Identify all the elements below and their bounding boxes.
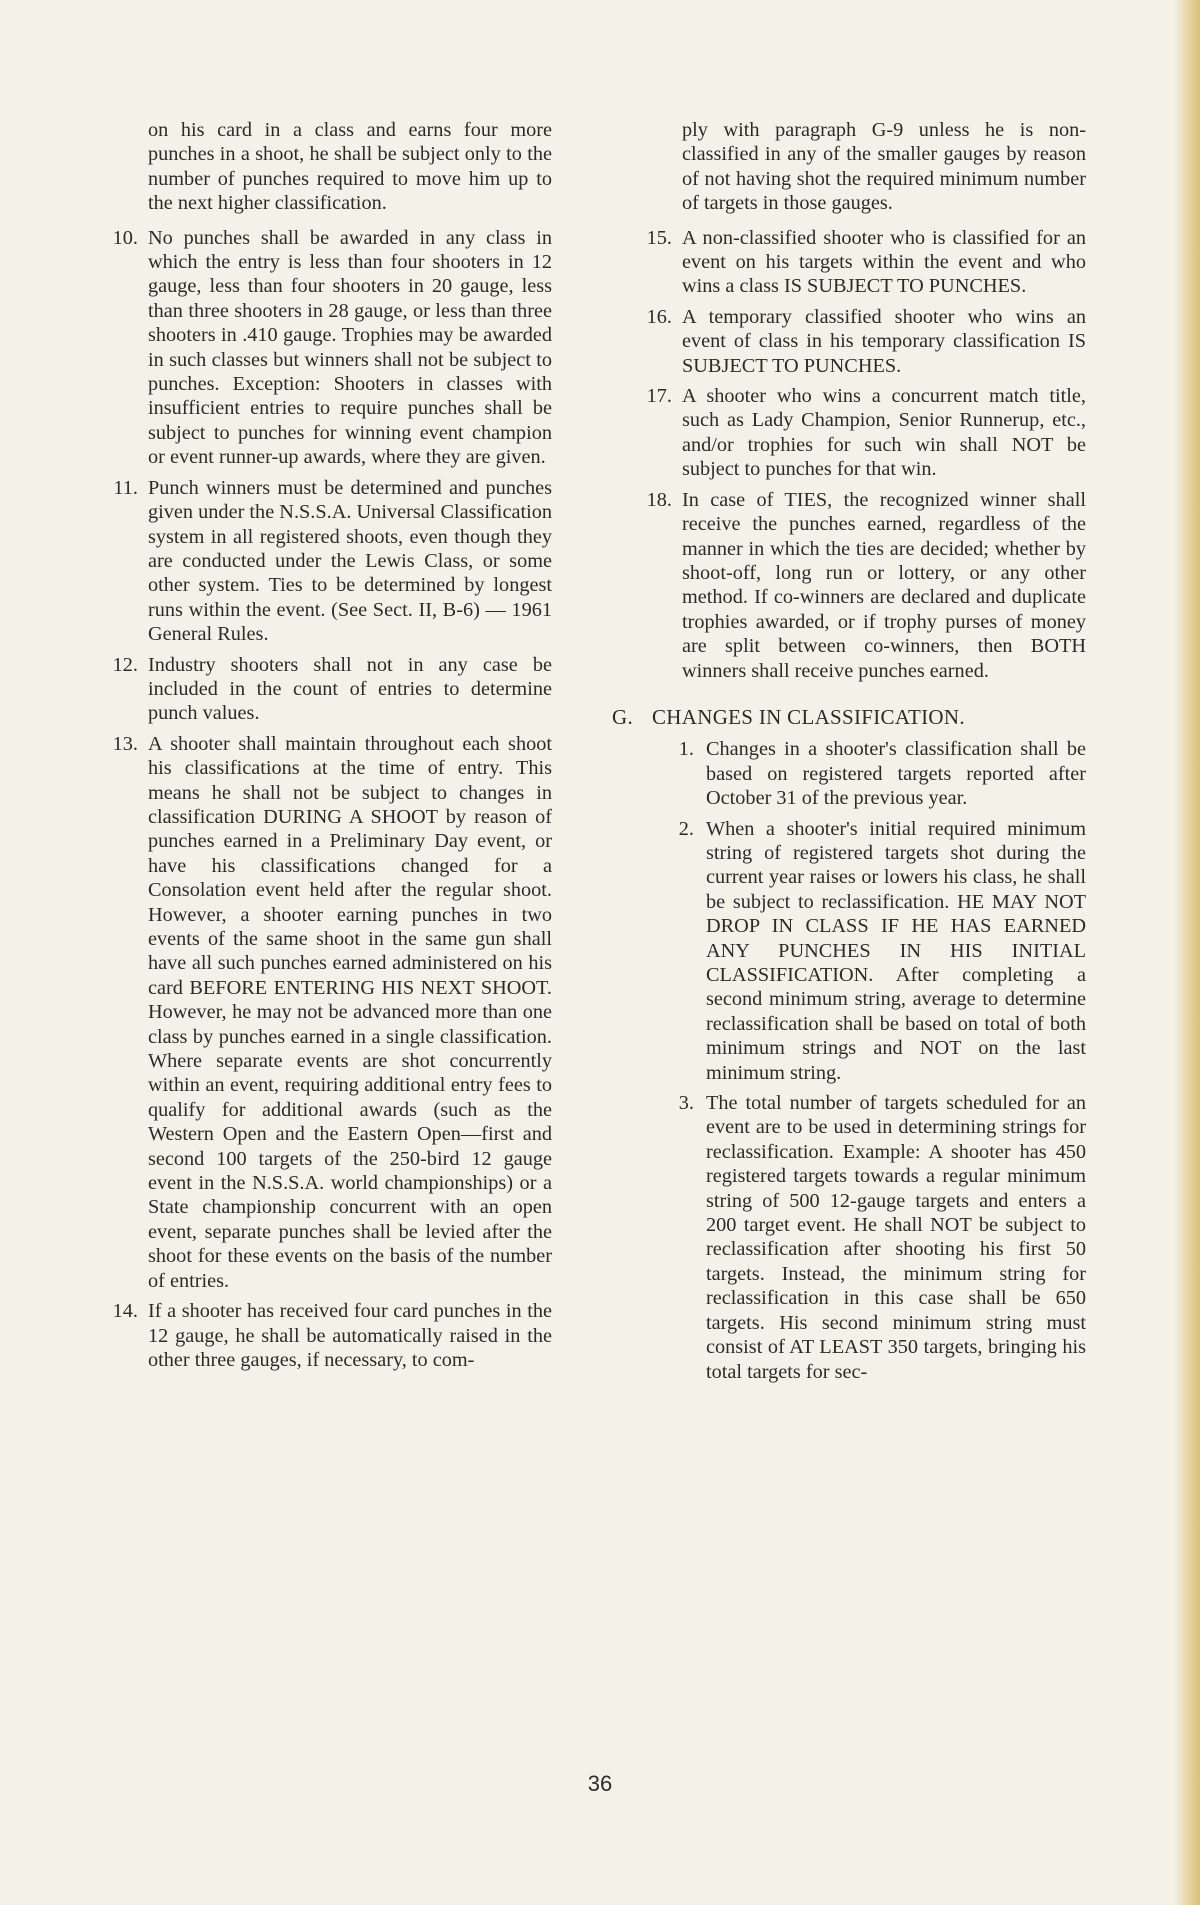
section-item (626, 737, 1086, 810)
rule-item (626, 226, 1086, 299)
rule-text: In case of TIES, the recognized winner shall receive the punches earned, regardless of the manner in which the ties are decided; whether by shoot-off, long run or lottery, or any other method. If co-winners are declared and duplicate trophies awarded, or if trophy purses of money are split between co-winners, then BOTH winners shall receive punches earned. (682, 488, 1086, 682)
rule-number: 16. (646, 305, 672, 328)
rule-number: 11. (113, 476, 138, 499)
section-item-number: 3. (678, 1092, 694, 1115)
rule-number: 17. (646, 385, 672, 408)
page-edge (1174, 0, 1200, 1905)
right-column (612, 118, 1086, 1390)
rule-text: A temporary classified shooter who wins an event of class in his temporary classification IS SUBJECT TO PUNCHES. (682, 305, 1086, 377)
section-item-number: 1. (678, 738, 694, 761)
section-item-text: Changes in a shooter's classification shall be based on registered targets reported after October 31 of the previous year. (706, 738, 1086, 810)
rule-item (92, 732, 552, 1293)
rule-item (626, 488, 1086, 683)
rule-text: If a shooter has received four card punches in the 12 gauge, he shall be automatically raised in the other three gauges, if necessary, to com- (148, 1300, 552, 1371)
rule-text: No punches shall be awarded in any class in which the entry is less than four shooters in 12 gauge, less than four shooters in 20 gauge, less than three shooters in 28 gauge, or less than three shooters in .410 gauge. Trophies may be awarded in such classes but winners shall not be subject to punches. Exception: Shooters in classes with insufficient entries to require punches shall be subject to punches for winning event champion or event runner-up awards, where they are given. (148, 226, 552, 469)
section-heading (612, 705, 1086, 729)
left-column (92, 118, 552, 1378)
rule-text: A shooter shall maintain throughout each shoot his classifications at the time of entry. This means he shall not be subject to changes in classification DURING A SHOOT by reason of punches earned in a Preliminary Day event, or have his classifications changed for a Consolation event held after the regular shoot. However, a shooter earning punches in two events of the same shoot in the same gun shall have all such punches earned administered on his card BEFORE ENTERING HIS NEXT SHOOT. However, he may not be advanced more than one class by punches earned in a single classification. Where separate events are shot concurrently within an event, requiring additional entry fees to qualify for additional awards (such as the Western Open and the Eastern Open—first and second 100 targets of the 250-bird 12 gauge event in the N.S.S.A. world championships) or a State championship concurrent with an open event, separate punches shall be levied after the shoot for these events on the basis of the number of entries. (148, 732, 552, 1292)
left-continuation: on his card in a class and earns four more punches in a shoot, he shall be subject only to the number of punches required to move him up to the next higher classification. (148, 119, 552, 215)
rule-number: 12. (112, 653, 138, 676)
right-continuation: ply with paragraph G-9 unless he is non-classified in any of the smaller gauges by reason of not having shot the required minimum number of targets in those gauges. (682, 119, 1086, 215)
rule-item (92, 226, 552, 470)
section-item (626, 817, 1086, 1085)
section-letter: G. (612, 704, 634, 729)
section-item-text: The total number of targets scheduled for an event are to be used in determining strings for reclassification. Example: A shooter has 450 registered targets towards a regular minimum string of 500 12-gauge targets and enters a 200 target event. He shall NOT be subject to reclassification after shooting his first 50 targets. Instead, the minimum string for reclassification in this case shall be 650 targets. His second minimum string must consist of AT LEAST 350 targets, bringing his total targets for sec- (706, 1092, 1086, 1383)
rule-item (92, 653, 552, 726)
section-item (626, 1091, 1086, 1384)
rule-text: Punch winners must be determined and punches given under the N.S.S.A. Universal Classification system in all registered shoots, even though they are conducted under the Lewis Class, or some other system. Ties to be determined by longest runs within the event. (See Sect. II, B-6) — 1961 General Rules. (148, 476, 552, 646)
page-number: 36 (587, 1771, 613, 1796)
rule-number: 15. (646, 226, 672, 249)
section-item-number: 2. (678, 817, 694, 840)
rule-text: A non-classified shooter who is classified for an event on his targets within the event and who wins a class IS SUBJECT TO PUNCHES. (682, 226, 1086, 298)
rule-item (92, 476, 552, 647)
section-title: CHANGES IN CLASSIFICATION. (652, 704, 965, 729)
rule-number: 14. (112, 1300, 138, 1323)
rule-item (626, 305, 1086, 378)
rule-text: Industry shooters shall not in any case be included in the count of entries to determine punch values. (148, 653, 552, 725)
rule-text: A shooter who wins a concurrent match title, such as Lady Champion, Senior Runnerup, etc., and/or trophies for such win shall NOT be subject to punches for that win. (682, 385, 1086, 481)
rule-number: 13. (112, 732, 138, 755)
rule-item (92, 1299, 552, 1372)
section-item-text: When a shooter's initial required minimum string of registered targets shot during the current year raises or lowers his class, he shall be subject to reclassification. HE MAY NOT DROP IN CLASS IF HE HAS EARNED ANY PUNCHES IN HIS INITIAL CLASSIFICATION. After completing a second minimum string, average to determine reclassification shall be based on total of both minimum strings and NOT on the last minimum string. (706, 817, 1086, 1084)
rule-item (626, 384, 1086, 482)
rule-number: 10. (112, 226, 138, 249)
rule-number: 18. (646, 488, 672, 511)
